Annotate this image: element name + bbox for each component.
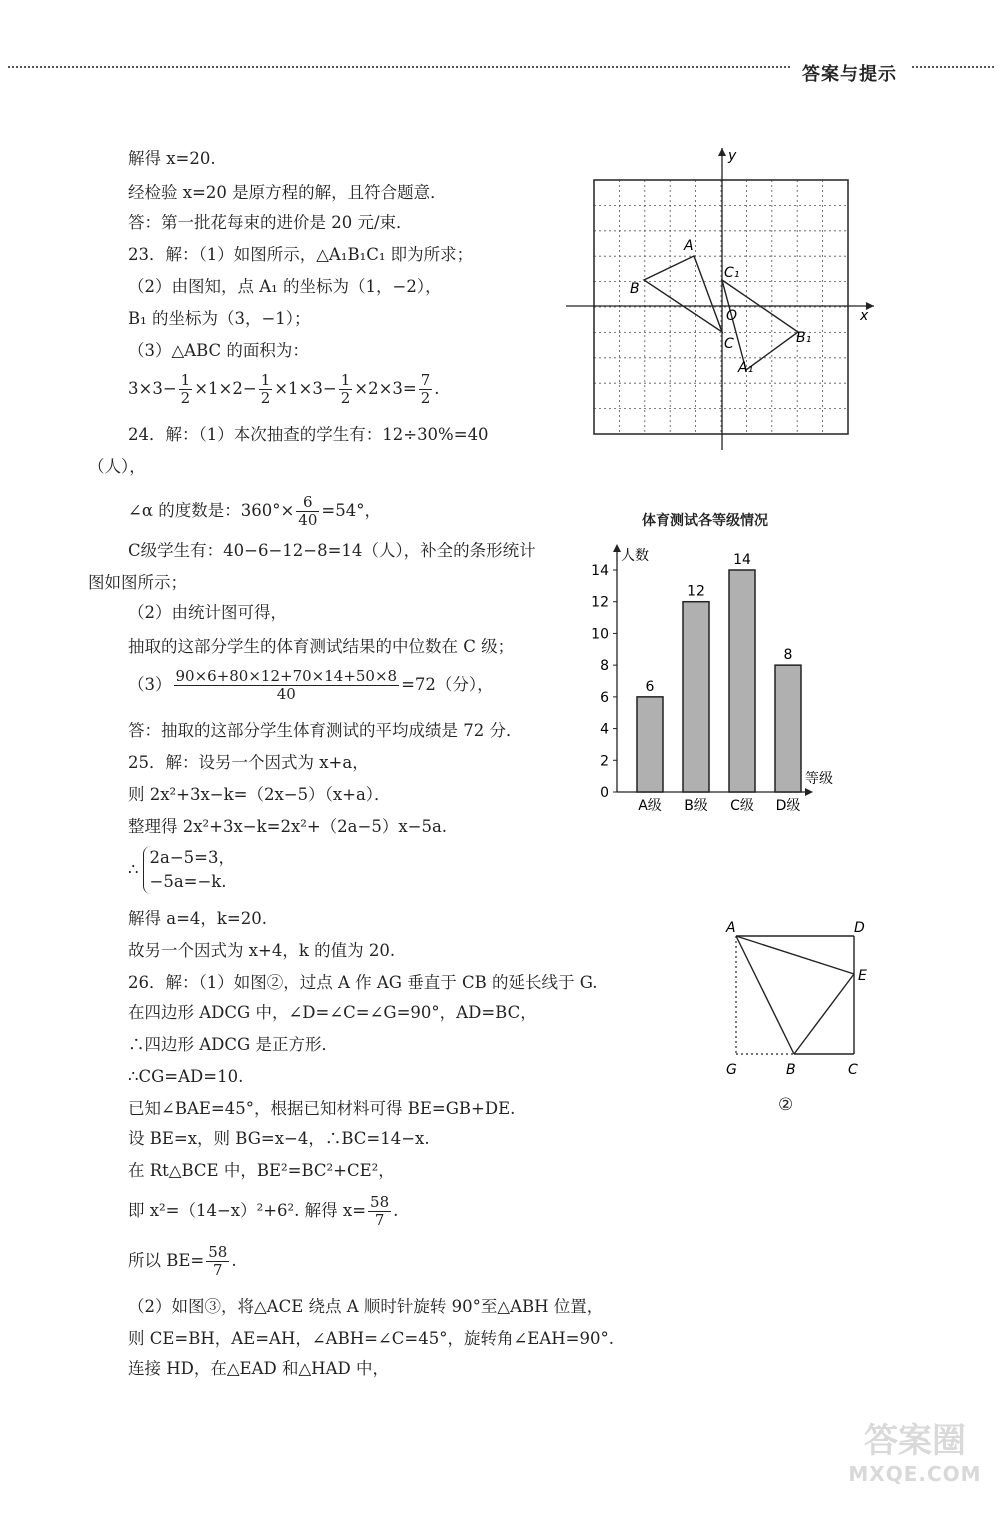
bar (775, 665, 801, 792)
solution-formula: 即 x²=（14−x）²+6². 解得 x= $\frac{58}{7}$ . (128, 1193, 399, 1229)
label-b: B (630, 281, 640, 297)
text-line: （人）， (88, 457, 146, 476)
brace-system: 2a−5=3， −5a=−k. (143, 846, 235, 894)
text-line: 24．解：（1）本次抽查的学生有：12÷30%=40 (128, 425, 489, 444)
x-axis-label: x (860, 308, 869, 324)
fraction: $\frac{58}{7}$ (208, 1243, 228, 1279)
category-label: D级 (775, 798, 801, 814)
text-line: 设 BE=x，则 BG=x−4，∴BC=14−x. (128, 1129, 430, 1148)
angle-formula: ∠α 的度数是：360°× $\frac{6}{40}$ =54°， (128, 493, 381, 529)
category-label: C级 (730, 798, 754, 814)
fraction: $\frac{1}{2}$ (260, 371, 271, 407)
text-line: 在四边形 ADCG 中，∠D=∠C=∠G=90°，AD=BC， (128, 1003, 537, 1022)
y-tick-label: 6 (600, 689, 609, 706)
bar-value-label: 8 (783, 647, 793, 664)
text-line: ∴四边形 ADCG 是正方形． (128, 1035, 338, 1054)
segment-be (794, 974, 854, 1054)
label-c: C (724, 336, 734, 352)
y-tick-label: 12 (591, 594, 609, 611)
text-line: C级学生有：40−6−12−8=14（人），补全的条形统计 (128, 541, 536, 560)
y-axis-arrow (718, 148, 726, 156)
y-tick-label: 8 (600, 658, 609, 675)
y-tick-label: 0 (600, 785, 609, 801)
text-line: 抽取的这部分学生的体育测试结果的中位数在 C 级； (128, 637, 515, 656)
text-line: ∴CG=AD=10. (128, 1067, 244, 1086)
result-formula: 所以 BE= $\frac{58}{7}$ . (128, 1243, 237, 1279)
bar (637, 697, 663, 792)
triangle-a1b1c1 (722, 280, 798, 370)
label-a1: A₁ (738, 360, 754, 376)
text-line: 则 CE=BH，AE=AH，∠ABH=∠C=45°，旋转角∠EAH=90°. (128, 1329, 614, 1348)
chart-title: 体育测试各等级情况 (642, 513, 768, 529)
text-line: （2）由图知，点 A₁ 的坐标为（1，−2）， (128, 277, 442, 296)
text-line: 已知∠BAE=45°，根据已知材料可得 BE=GB+DE. (128, 1099, 516, 1118)
triangle-abc (644, 256, 722, 332)
text-line: （3）△ABC 的面积为： (128, 341, 309, 360)
label-a: A (726, 920, 736, 936)
label-c: C (848, 1062, 858, 1078)
label-e: E (858, 968, 867, 984)
text-line: 答：第一批花每束的进价是 20 元/束． (128, 213, 413, 232)
fraction: $\frac{7}{2}$ (420, 371, 431, 407)
chart-marks (591, 552, 801, 814)
text-line: 解得 a=4，k=20. (128, 909, 267, 928)
text-line: 在 Rt△BCE 中，BE²=BC²+CE²， (128, 1161, 395, 1180)
text-line: （2）如图③，将△ACE 绕点 A 顺时针旋转 90°至△ABH 位置， (128, 1297, 604, 1316)
label-c1: C₁ (724, 265, 740, 281)
label-g: G (726, 1062, 737, 1078)
running-header-title: 答案与提示 (802, 64, 897, 85)
text-line: 整理得 2x²+3x−k=2x²+（2a−5）x−5a. (128, 817, 448, 836)
label-d: D (854, 920, 865, 936)
square-figure (718, 914, 878, 1084)
coordinate-grid-figure (560, 140, 880, 460)
y-axis-label: 人数 (621, 548, 649, 564)
text-line: 23．解：（1）如图所示，△A₁B₁C₁ 即为所求； (128, 245, 474, 264)
text-line: 解得 x=20. (128, 149, 216, 168)
segment-ab (736, 936, 794, 1054)
y-tick-label: 14 (591, 563, 609, 579)
equation-system: ∴ 2a−5=3， −5a=−k. (128, 846, 235, 894)
y-tick-label: 4 (600, 721, 609, 738)
y-tick-label: 10 (591, 626, 609, 643)
bar (729, 570, 755, 792)
text-line: 26．解：（1）如图②，过点 A 作 AG 垂直于 CB 的延长线于 G. (128, 973, 598, 992)
text-line: （2）由统计图可得， (128, 603, 287, 622)
text-line: 图如图所示； (88, 573, 187, 592)
label-a: A (684, 238, 694, 254)
y-axis-label: y (728, 148, 737, 164)
watermark-logo: 答案圈 MXQE.COM (848, 1421, 982, 1486)
square-bounds (736, 936, 854, 1054)
text-line: 经检验 x=20 是原方程的解，且符合题意． (128, 183, 447, 202)
text-line: 答：抽取的这部分学生体育测试的平均成绩是 72 分． (128, 721, 523, 740)
header-rule-right (912, 66, 994, 68)
label-origin: O (726, 308, 738, 324)
text-line: 故另一个因式为 x+4，k 的值为 20. (128, 941, 396, 960)
bar-chart (585, 540, 855, 814)
area-formula: 3×3− $\frac{1}{2}$ ×1×2− $\frac{1}{2}$ ×1×3− $\frac{1}{2}$ ×2×3= $\frac{7}{2}$ . (128, 371, 440, 407)
label-b: B (786, 1062, 796, 1078)
header-rule-left (8, 66, 790, 68)
fraction: $\frac{1}{2}$ (340, 371, 351, 407)
mean-formula: （3） $\frac{90\times 6+80\times 12+70\times 14+50\times 8}{40}$ =72（分）， (128, 667, 494, 703)
x-axis-label: 等级 (805, 771, 833, 787)
fraction: $\frac{1}{2}$ (180, 371, 191, 407)
text-line: 25．解：设另一个因式为 x+a， (128, 753, 369, 772)
category-label: B级 (684, 798, 708, 814)
category-label: A级 (638, 798, 662, 814)
text-line: 则 2x²+3x−k=（2x−5）（x+a）． (128, 785, 391, 804)
bar-value-label: 12 (687, 583, 705, 600)
fraction: $\frac{58}{7}$ (370, 1193, 390, 1229)
y-tick-label: 2 (600, 753, 609, 770)
text-line: B₁ 的坐标为（3，−1）； (128, 309, 311, 328)
bar-value-label: 6 (645, 678, 655, 695)
text-line: 连接 HD，在△EAD 和△HAD 中， (128, 1359, 389, 1378)
segment-ae (736, 936, 854, 974)
fraction: $\frac{6}{40}$ (298, 493, 318, 529)
x-axis-arrow (805, 788, 813, 796)
grid-lines (594, 180, 848, 434)
bar-value-label: 14 (733, 552, 751, 568)
y-axis-arrow (613, 544, 621, 552)
bar (683, 602, 709, 792)
figure-caption: ② (778, 1095, 794, 1115)
label-b1: B₁ (796, 330, 812, 346)
fraction: $\frac{90\times 6+80\times 12+70\times 14+50\times 8}{40}$ (175, 667, 398, 703)
